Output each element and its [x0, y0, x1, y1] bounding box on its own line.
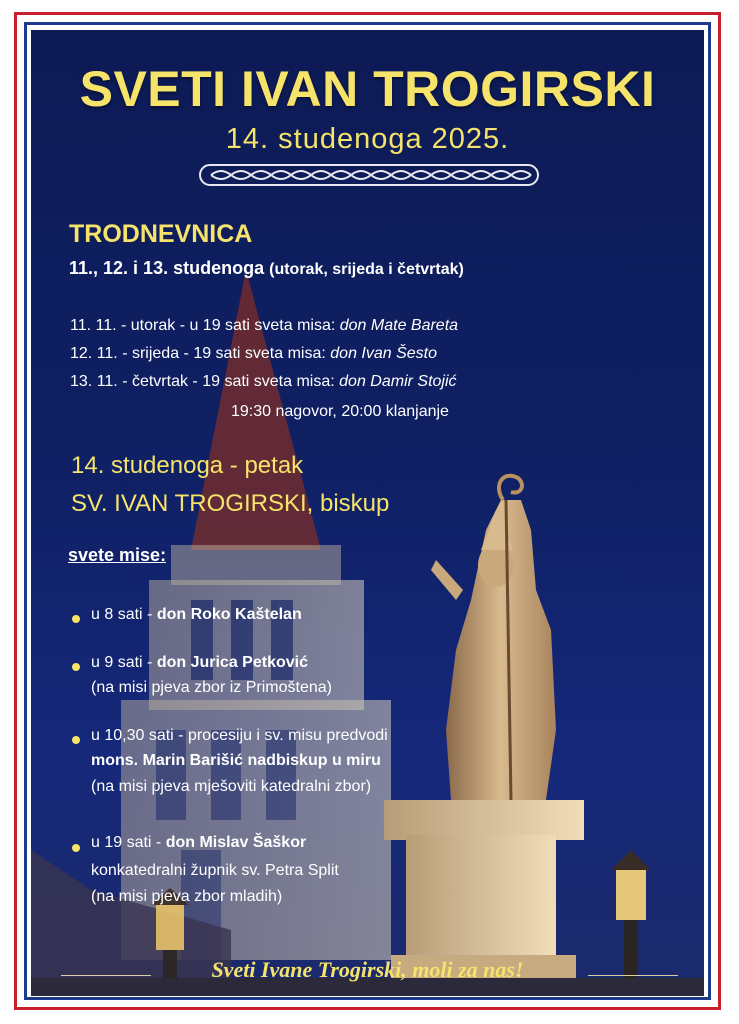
schedule-text: 11. 11. - utorak - u 19 sati sveta misa: [70, 317, 340, 334]
mass-3-note: (na misi pjeva mješoviti katedralni zbor) [91, 778, 372, 795]
mass-priest: mons. Marin Barišić nadbiskup u miru [91, 752, 381, 769]
schedule-text: 12. 11. - srijeda - 19 sati sveta misa: [70, 345, 331, 362]
mass-time: u 19 sati - [91, 834, 166, 851]
schedule-text: 13. 11. - četvrtak - 19 sati sveta misa: [70, 373, 340, 390]
schedule-line-2 [70, 345, 437, 363]
bullet-icon [72, 615, 80, 623]
bullet-icon [72, 663, 80, 671]
poster-date: 14. studenoga 2025. [225, 123, 510, 155]
footer-prayer: Sveti Ivane Trogirski, moli za nas! [211, 957, 524, 982]
mise-heading: svete mise: [68, 545, 167, 565]
mass-4 [91, 834, 306, 852]
trodnevnica-dates-text: 11., 12. i 13. studenoga [69, 258, 265, 278]
mass-priest: don Roko Kaštelan [156, 606, 302, 623]
feast-day: 14. studenoga - petak [71, 452, 304, 479]
mass-2-note: (na misi pjeva zbor iz Primoštena) [91, 679, 332, 696]
bullet-icon [72, 844, 80, 852]
mass-4-role: konkatedralni župnik sv. Petra Split [91, 862, 339, 879]
mass-time: u 9 sati - [91, 654, 157, 671]
feast-name: SV. IVAN TROGIRSKI, biskup [71, 490, 390, 517]
trodnevnica-heading: TRODNEVNICA [69, 220, 253, 248]
wave-ornament [199, 164, 539, 186]
mass-priest: don Jurica Petković [156, 654, 308, 671]
poster [31, 30, 704, 996]
trodnevnica-days: (utorak, srijeda i četvrtak) [269, 261, 464, 278]
schedule-priest: don Mate Bareta [339, 317, 459, 334]
schedule-priest: don Damir Stojić [339, 373, 457, 390]
mass-2 [91, 654, 308, 672]
schedule-line-3 [70, 373, 457, 391]
trodnevnica-dates [69, 258, 464, 279]
mass-3-line: u 10,30 sati - procesiju i sv. misu predvodi [91, 727, 388, 744]
schedule-line-1 [70, 317, 458, 335]
mass-1 [91, 606, 302, 624]
schedule-extra: 19:30 nagovor, 20:00 klanjanje [231, 403, 449, 420]
mass-priest: don Mislav Šaškor [165, 834, 307, 851]
bullet-icon [72, 736, 80, 744]
mass-4-note: (na misi pjeva zbor mladih) [91, 888, 283, 905]
mass-3-priest [91, 752, 381, 770]
poster-title: SVETI IVAN TROGIRSKI [79, 61, 656, 117]
schedule-priest: don Ivan Šesto [330, 345, 438, 362]
mass-time: u 8 sati - [91, 606, 157, 623]
